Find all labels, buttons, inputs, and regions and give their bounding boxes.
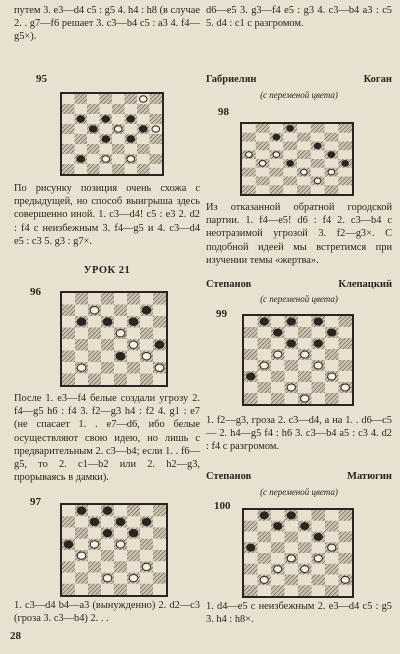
white-checker: [103, 574, 112, 581]
dark-square: [153, 293, 166, 305]
white-checker: [328, 169, 335, 175]
dark-square: [339, 338, 353, 349]
dark-square: [125, 94, 138, 104]
dark-square: [271, 393, 285, 404]
dark-square: [242, 133, 256, 142]
dark-square: [244, 564, 258, 575]
black-checker: [102, 116, 110, 122]
board-grid: [242, 124, 352, 194]
dark-square: [112, 104, 125, 114]
black-checker: [247, 544, 255, 551]
dark-square: [62, 164, 75, 174]
dark-square: [101, 339, 114, 351]
dark-square: [311, 159, 325, 168]
black-checker: [287, 318, 295, 325]
dark-square: [62, 351, 75, 363]
black-checker: [139, 126, 147, 132]
dark-square: [339, 316, 353, 327]
dark-square: [338, 177, 352, 186]
diagram-subtitle: (с переменой цвета): [260, 294, 338, 304]
dark-square: [312, 510, 326, 521]
white-checker: [90, 307, 99, 314]
black-player-name: Клепацкий: [338, 279, 392, 290]
dark-square: [270, 185, 284, 194]
dark-square: [150, 154, 163, 164]
dark-square: [150, 114, 163, 124]
dark-square: [297, 185, 311, 194]
black-checker: [142, 307, 151, 314]
black-checker: [260, 318, 268, 325]
black-checker: [287, 126, 294, 132]
diagram-number: 100: [214, 500, 231, 512]
dark-square: [153, 528, 166, 539]
white-checker: [314, 555, 322, 562]
text-block: После 1. e3—f4 белые создали угрозу 2. f4—g5 h6 : f4 3. f2—g3 h4 : f2 4. g1 : e7 (не спасает 1. . e7—d6, ибо белые осуществляют свою идею, но лишь с предварительным 2. c3—b4; если 1. . f6—g5, то 2. c1—b2 или 2. h2—g3, прорываясь в дамки).: [14, 393, 200, 484]
black-checker: [127, 136, 135, 142]
black-checker: [90, 518, 99, 525]
dark-square: [88, 374, 101, 386]
dark-square: [339, 553, 353, 564]
black-player-name: Матюгин: [347, 471, 392, 482]
dark-square: [114, 305, 127, 317]
black-checker: [314, 143, 321, 149]
dark-square: [112, 164, 125, 174]
dark-square: [297, 133, 311, 142]
dark-square: [127, 550, 140, 561]
dark-square: [297, 150, 311, 159]
dark-square: [137, 164, 150, 174]
dark-square: [285, 532, 299, 543]
white-checker: [246, 152, 253, 158]
dark-square: [283, 142, 297, 151]
black-checker: [129, 318, 138, 325]
dark-square: [62, 584, 75, 595]
black-checker: [328, 152, 335, 158]
white-checker: [287, 555, 295, 562]
dark-square: [244, 585, 258, 596]
dark-square: [339, 510, 353, 521]
dark-square: [311, 124, 325, 133]
checkers-diagram-95: [60, 92, 164, 176]
dark-square: [140, 374, 153, 386]
dark-square: [244, 521, 258, 532]
dark-square: [153, 505, 166, 516]
checkers-diagram-99: [242, 314, 354, 406]
black-checker: [328, 329, 336, 336]
dark-square: [285, 360, 299, 371]
dark-square: [87, 144, 100, 154]
dark-square: [271, 585, 285, 596]
dark-square: [88, 561, 101, 572]
white-checker: [328, 544, 336, 551]
dark-square: [88, 351, 101, 363]
white-checker: [152, 126, 160, 132]
black-checker: [102, 136, 110, 142]
dark-square: [75, 573, 88, 584]
dark-square: [298, 542, 312, 553]
page-number: 28: [10, 630, 21, 642]
dark-square: [114, 374, 127, 386]
dark-square: [150, 94, 163, 104]
text-block: Из отказанной обратной городской партии. 1. f4—e5! d6 : f4 2. c3—b4 с неотразимой угрозой 3. f2—g3×. С подобной идеей мы встретимся при изучении темы «жертва».: [206, 202, 392, 266]
dark-square: [256, 142, 270, 151]
black-checker: [103, 318, 112, 325]
text-block: 1. c3—d4 b4—a3 (вынужденно) 2. d2—c3 (гроза 3. c3—b4) 2. . .: [14, 600, 200, 625]
dark-square: [312, 382, 326, 393]
white-checker: [116, 330, 125, 337]
dark-square: [62, 374, 75, 386]
dark-square: [127, 505, 140, 516]
white-checker: [341, 384, 349, 391]
dark-square: [87, 104, 100, 114]
black-checker: [89, 126, 97, 132]
dark-square: [270, 168, 284, 177]
white-checker: [328, 373, 336, 380]
dark-square: [62, 124, 75, 134]
dark-square: [271, 371, 285, 382]
dark-square: [88, 328, 101, 340]
dark-square: [62, 561, 75, 572]
dark-square: [112, 144, 125, 154]
dark-square: [150, 134, 163, 144]
black-checker: [77, 116, 85, 122]
dark-square: [338, 124, 352, 133]
dark-square: [339, 532, 353, 543]
dark-square: [62, 104, 75, 114]
board-grid: [62, 293, 166, 385]
dark-square: [101, 362, 114, 374]
dark-square: [258, 532, 272, 543]
dark-square: [140, 328, 153, 340]
white-checker: [102, 156, 110, 162]
dark-square: [140, 584, 153, 595]
diagram-number: 97: [30, 496, 41, 508]
black-checker: [301, 523, 309, 530]
dark-square: [256, 124, 270, 133]
dark-square: [298, 585, 312, 596]
dark-square: [338, 142, 352, 151]
dark-square: [101, 293, 114, 305]
dark-square: [242, 185, 256, 194]
black-checker: [155, 341, 164, 348]
black-checker: [287, 161, 294, 167]
black-checker: [142, 518, 151, 525]
dark-square: [137, 104, 150, 114]
white-player-name: Габриелян: [206, 74, 257, 85]
dark-square: [312, 575, 326, 586]
black-checker: [64, 541, 73, 548]
dark-square: [137, 144, 150, 154]
white-checker: [301, 566, 309, 573]
diagram-number: 95: [36, 73, 47, 85]
dark-square: [153, 550, 166, 561]
dark-square: [75, 293, 88, 305]
dark-square: [258, 382, 272, 393]
black-checker: [287, 512, 295, 519]
dark-square: [325, 393, 339, 404]
dark-square: [325, 585, 339, 596]
checkers-diagram-100: [242, 508, 354, 598]
dark-square: [127, 293, 140, 305]
dark-square: [101, 550, 114, 561]
checkers-diagram-97: [60, 503, 168, 597]
dark-square: [271, 542, 285, 553]
dark-square: [242, 168, 256, 177]
black-checker: [287, 340, 295, 347]
white-checker: [274, 566, 282, 573]
dark-square: [285, 575, 299, 586]
dark-square: [75, 339, 88, 351]
text-block: 1. d4—e5 с неизбежным 2. e3—d4 c5 : g5 3. h4 : h8×.: [206, 601, 392, 626]
dark-square: [62, 305, 75, 317]
black-checker: [342, 161, 349, 167]
dark-square: [114, 584, 127, 595]
white-checker: [77, 552, 86, 559]
black-checker: [116, 518, 125, 525]
diagram-number: 98: [218, 106, 229, 118]
dark-square: [62, 144, 75, 154]
dark-square: [140, 539, 153, 550]
dark-square: [88, 584, 101, 595]
white-checker: [129, 574, 138, 581]
black-checker: [77, 156, 85, 162]
white-checker: [273, 152, 280, 158]
white-checker: [116, 541, 125, 548]
white-checker: [314, 178, 321, 184]
black-checker: [274, 329, 282, 336]
white-player-name: Степанов: [206, 471, 252, 482]
dark-square: [325, 564, 339, 575]
white-checker: [142, 353, 151, 360]
black-checker: [103, 529, 112, 536]
dark-square: [339, 360, 353, 371]
checkers-diagram-96: [60, 291, 168, 387]
text-block: По рисунку позиция очень схожа с предыдущей, но способ выигрыша здесь совершенно иной. 1. c3—d4! c5 : e3 2. d2 : f4 с неизбежным 3. f4—g5 и 4. c3—d4 e5 : c3 5. g3 : g7×.: [14, 183, 200, 247]
dark-square: [100, 94, 113, 104]
dark-square: [87, 164, 100, 174]
board-grid: [244, 316, 352, 404]
text-block: путем 3. e3—d4 c5 : g5 4. h4 : h8 (в случае 2. . g7—f6 решает 3. c3—b4 c5 : a3 4. f4—g5×).: [14, 5, 200, 43]
black-checker: [274, 523, 282, 530]
dark-square: [256, 177, 270, 186]
dark-square: [325, 133, 339, 142]
black-checker: [77, 507, 86, 514]
black-checker: [247, 373, 255, 380]
dark-square: [325, 521, 339, 532]
black-checker: [127, 116, 135, 122]
white-checker: [127, 156, 135, 162]
black-checker: [77, 318, 86, 325]
dark-square: [75, 134, 88, 144]
black-checker: [314, 318, 322, 325]
white-checker: [129, 341, 138, 348]
white-checker: [77, 364, 86, 371]
white-player-name: Степанов: [206, 279, 252, 290]
dark-square: [153, 316, 166, 328]
lesson-heading: УРОК 21: [83, 265, 131, 276]
dark-square: [298, 327, 312, 338]
dark-square: [325, 185, 339, 194]
white-checker: [114, 126, 122, 132]
dark-square: [62, 516, 75, 527]
dark-square: [244, 349, 258, 360]
white-checker: [260, 362, 268, 369]
black-checker: [273, 134, 280, 140]
diagram-subtitle: (с переменой цвета): [260, 90, 338, 100]
diagram-subtitle: (с переменой цвета): [260, 487, 338, 497]
black-checker: [116, 353, 125, 360]
dark-square: [258, 338, 272, 349]
dark-square: [244, 393, 258, 404]
dark-square: [298, 371, 312, 382]
black-checker: [103, 507, 112, 514]
black-checker: [260, 512, 268, 519]
black-player-name: Коган: [363, 74, 392, 85]
dark-square: [153, 573, 166, 584]
white-checker: [301, 395, 309, 402]
white-checker: [287, 384, 295, 391]
white-checker: [155, 364, 164, 371]
text-block: d6—e5 3. g3—f4 e5 : g3 4. c3—b4 a3 : c5 5. d4 : c1 с разгромом.: [206, 5, 392, 30]
black-checker: [129, 529, 138, 536]
white-checker: [90, 541, 99, 548]
dark-square: [325, 349, 339, 360]
white-checker: [260, 576, 268, 583]
dark-square: [127, 362, 140, 374]
black-checker: [314, 533, 322, 540]
diagram-number: 96: [30, 286, 41, 298]
dark-square: [75, 528, 88, 539]
black-checker: [314, 340, 322, 347]
white-checker: [341, 576, 349, 583]
board-grid: [62, 505, 166, 595]
white-checker: [314, 362, 322, 369]
white-checker: [139, 96, 147, 102]
checkers-diagram-98: [240, 122, 354, 196]
dark-square: [114, 561, 127, 572]
text-block: 1. f2—g3, гроза 2. c3—d4, а на 1. . d6—c5 — 2. h4—g5 f4 : h6 3. c3—b4 a5 : c3 4. d2 : f4 с разгромом.: [206, 415, 392, 453]
board-grid: [62, 94, 162, 174]
dark-square: [75, 94, 88, 104]
board-grid: [244, 510, 352, 596]
white-checker: [142, 563, 151, 570]
white-checker: [259, 161, 266, 167]
dark-square: [244, 327, 258, 338]
diagram-number: 99: [216, 308, 227, 320]
dark-square: [258, 553, 272, 564]
dark-square: [62, 328, 75, 340]
dark-square: [283, 177, 297, 186]
white-checker: [274, 351, 282, 358]
white-checker: [301, 169, 308, 175]
white-checker: [301, 351, 309, 358]
